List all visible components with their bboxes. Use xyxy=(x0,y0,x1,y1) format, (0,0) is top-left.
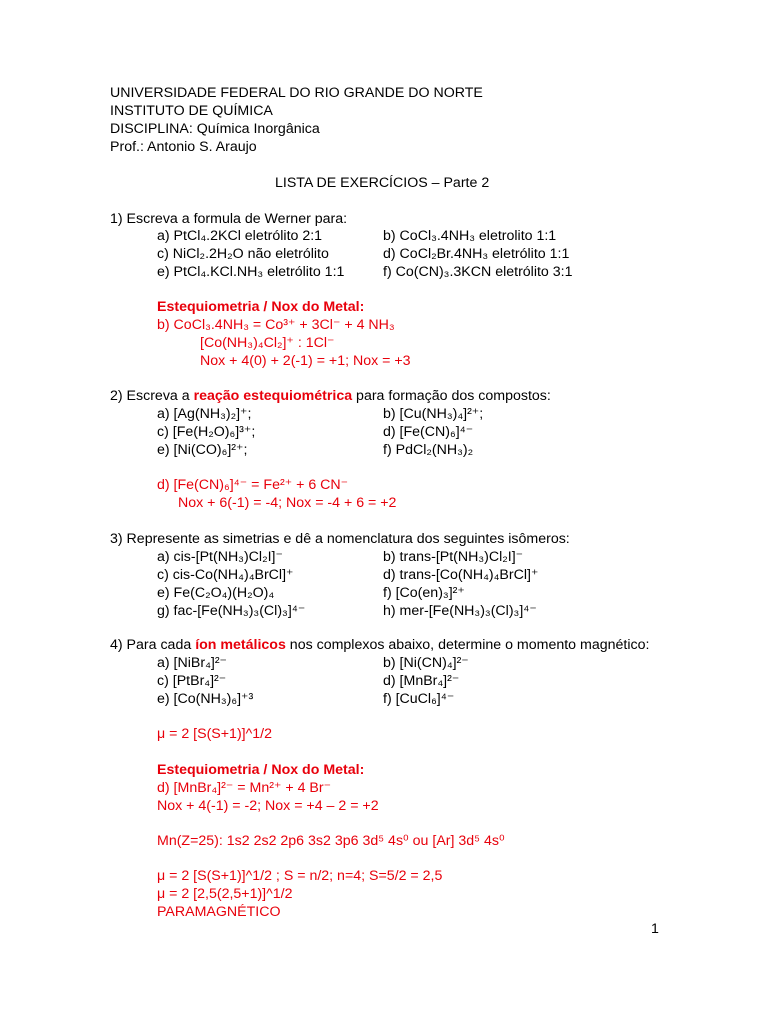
q4-item-a: a) [NiBr₄]²⁻ xyxy=(157,655,228,671)
discipline: DISCIPLINA: Química Inorgânica xyxy=(110,121,320,137)
q4-formula: μ = 2 [S(S+1)]^1/2 xyxy=(157,726,272,742)
q2-item-c: c) [Fe(H₂O)₆]³⁺; xyxy=(157,424,256,440)
q3-item-c: c) cis-Co(NH₄)₄BrCl]⁺ xyxy=(157,567,294,583)
university-name: UNIVERSIDADE FEDERAL DO RIO GRANDE DO NORTE xyxy=(110,85,483,101)
q1-item-d: d) CoCl₂Br.4NH₃ eletrólito 1:1 xyxy=(383,246,570,262)
page-number: 1 xyxy=(651,921,659,937)
q2-stem-pre: 2) Escreva a xyxy=(110,388,194,404)
q2-stem-post: para formação dos compostos: xyxy=(352,388,551,404)
professor: Prof.: Antonio S. Araujo xyxy=(110,139,257,155)
q2-item-e: e) [Ni(CO)₆]²⁺; xyxy=(157,442,248,458)
q2-item-b: b) [Cu(NH₃)₄]²⁺; xyxy=(383,406,484,422)
q3-item-a: a) cis-[Pt(NH₃)Cl₂I]⁻ xyxy=(157,549,283,565)
q2-solution-line2: Nox + 6(-1) = -4; Nox = -4 + 6 = +2 xyxy=(178,495,397,511)
q1-solution-heading: Estequiometria / Nox do Metal: xyxy=(157,299,365,315)
q4-solution-line2: Nox + 4(-1) = -2; Nox = +4 – 2 = +2 xyxy=(157,798,379,814)
q3-item-h: h) mer-[Fe(NH₃)₃(Cl)₃]⁴⁻ xyxy=(383,603,537,619)
q3-stem: 3) Represente as simetrias e dê a nomenclatura dos seguintes isômeros: xyxy=(110,531,570,547)
q4-stem-emphasis: íon metálicos xyxy=(195,637,286,653)
q4-mu-line1: μ = 2 [S(S+1)]^1/2 ; S = n/2; n=4; S=5/2 = 2,5 xyxy=(157,868,443,884)
q1-item-a: a) PtCl₄.2KCl eletrólito 2:1 xyxy=(157,228,323,244)
q1-solution-line1: b) CoCl₃.4NH₃ = Co³⁺ + 3Cl⁻ + 4 NH₃ xyxy=(157,317,395,333)
q4-mu-line2: μ = 2 [2,5(2,5+1)]^1/2 xyxy=(157,886,293,902)
q1-item-f: f) Co(CN)₃.3KCN eletrólito 3:1 xyxy=(383,264,573,280)
q4-stem-post: nos complexos abaixo, determine o momento magnético: xyxy=(285,637,650,653)
q4-item-d: d) [MnBr₄]²⁻ xyxy=(383,673,460,689)
q4-item-e: e) [Co(NH₃)₆]⁺³ xyxy=(157,691,254,707)
q2-item-f: f) PdCl₂(NH₃)₂ xyxy=(383,442,474,458)
q2-solution-line1: d) [Fe(CN)₆]⁴⁻ = Fe²⁺ + 6 CN⁻ xyxy=(157,477,349,493)
q2-item-d: d) [Fe(CN)₆]⁴⁻ xyxy=(383,424,474,440)
q4-stem-pre: 4) Para cada xyxy=(110,637,196,653)
q3-item-g: g) fac-[Fe(NH₃)₃(Cl)₃]⁴⁻ xyxy=(157,603,306,619)
q1-solution-line3: Nox + 4(0) + 2(-1) = +1; Nox = +3 xyxy=(200,353,411,369)
q4-solution-heading: Estequiometria / Nox do Metal: xyxy=(157,762,365,778)
q4-conclusion: PARAMAGNÉTICO xyxy=(157,904,281,920)
q2-item-a: a) [Ag(NH₃)₂]⁺; xyxy=(157,406,252,422)
q1-item-e: e) PtCl₄.KCl.NH₃ eletrólito 1:1 xyxy=(157,264,345,280)
q4-solution-line1: d) [MnBr₄]²⁻ = Mn²⁺ + 4 Br⁻ xyxy=(157,780,332,796)
q4-electron-config: Mn(Z=25): 1s2 2s2 2p6 3s2 3p6 3d⁵ 4s⁰ ou [Ar] 3d⁵ 4s⁰ xyxy=(157,833,505,849)
q3-item-e: e) Fe(C₂O₄)(H₂O)₄ xyxy=(157,585,275,601)
q1-solution-line2: [Co(NH₃)₄Cl₂]⁺ : 1Cl⁻ xyxy=(200,335,335,351)
q1-stem: 1) Escreva a formula de Werner para: xyxy=(110,211,348,227)
q2-stem xyxy=(110,387,551,405)
institute-name: INSTITUTO DE QUÍMICA xyxy=(110,103,273,119)
q2-stem-emphasis: reação estequiométrica xyxy=(193,388,353,404)
q3-item-f: f) [Co(en)₃]²⁺ xyxy=(383,585,465,601)
q4-stem xyxy=(110,636,649,654)
page-title: LISTA DE EXERCÍCIOS – Parte 2 xyxy=(275,175,490,191)
q3-item-d: d) trans-[Co(NH₄)₄BrCl]⁺ xyxy=(383,567,539,583)
q4-item-b: b) [Ni(CN)₄]²⁻ xyxy=(383,655,469,671)
q1-item-c: c) NiCl₂.2H₂O não eletrólito xyxy=(157,246,329,262)
q4-item-c: c) [PtBr₄]²⁻ xyxy=(157,673,227,689)
q4-item-f: f) [CuCl₆]⁴⁻ xyxy=(383,691,455,707)
q1-item-b: b) CoCl₃.4NH₃ eletrolito 1:1 xyxy=(383,228,557,244)
q3-item-b: b) trans-[Pt(NH₃)Cl₂I]⁻ xyxy=(383,549,524,565)
